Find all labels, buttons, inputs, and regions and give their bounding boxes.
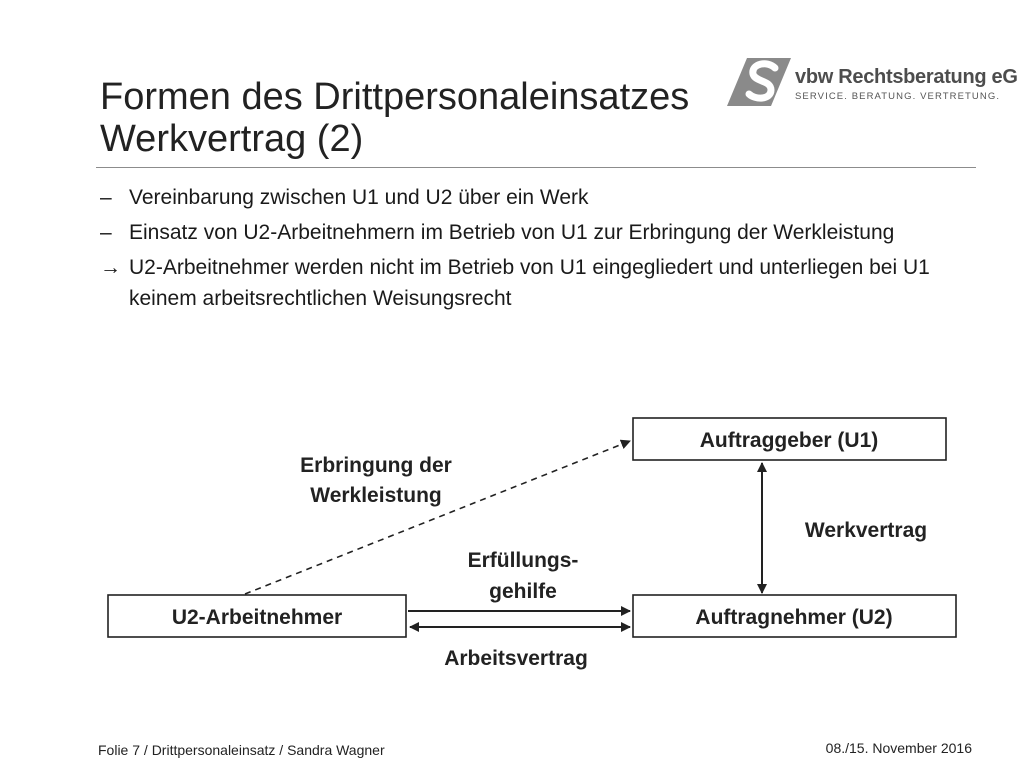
slide-title-line-1: Formen des Drittpersonaleinsatzes [100, 76, 690, 118]
node-arbeitnehmer [108, 595, 406, 637]
node-auftraggeber [633, 418, 946, 460]
footer-left: Folie 7 / Drittpersonaleinsatz / Sandra Wagner [98, 742, 385, 758]
label-erfuellung-line-2: gehilfe [489, 580, 557, 603]
label-erbringung-line-1: Erbringung der [300, 454, 452, 477]
node-auftragnehmer [633, 595, 956, 637]
dash-marker-icon: – [100, 221, 112, 244]
logo-name: vbw Rechtsberatung eG [795, 66, 1018, 88]
arrow-marker-icon: → [100, 256, 121, 279]
bullet-text: Vereinbarung zwischen U1 und U2 über ein Werk [129, 186, 589, 209]
logo-tagline: SERVICE. BERATUNG. VERTRETUNG. [795, 91, 1001, 102]
bullet-text: U2-Arbeitnehmer werden nicht im Betrieb von U1 eingegliedert und unterliegen bei U1 keinem arbeitsrechtlichen Weisungsrecht [129, 256, 930, 310]
label-werkvertrag: Werkvertrag [804, 519, 928, 542]
node-arbeitnehmer-label: U2-Arbeitnehmer [171, 606, 343, 629]
footer-right: 08./15. November 2016 [825, 740, 972, 756]
node-auftragnehmer-label: Auftragnehmer (U2) [695, 606, 893, 629]
node-auftraggeber-label: Auftraggeber (U1) [699, 429, 879, 452]
dash-marker-icon: – [100, 186, 112, 209]
label-erbringung-line-2: Werkleistung [310, 484, 442, 507]
bullet-text: Einsatz von U2-Arbeitnehmern im Betrieb von U1 zur Erbringung der Werkleistung [129, 221, 895, 244]
label-erfuellung-line-1: Erfüllungs- [467, 549, 579, 572]
label-arbeitsvertrag: Arbeitsvertrag [444, 647, 588, 670]
slide-title-line-2: Werkvertrag (2) [100, 118, 364, 160]
